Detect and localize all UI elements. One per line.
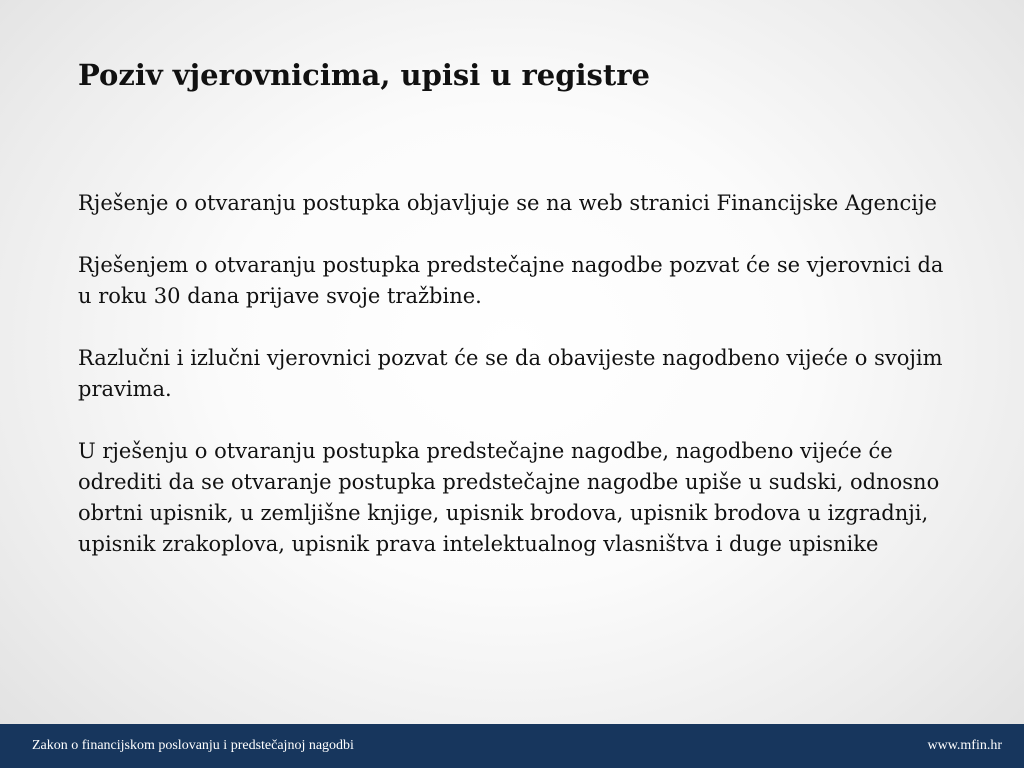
slide-title: Poziv vjerovnicima, upisi u registre: [78, 58, 650, 92]
paragraph-creditor-invitation: Rješenjem o otvaranju postupka predstečajne nagodbe pozvat će se vjerovnici da u roku 30 dana prijave svoje tražbine.: [78, 253, 944, 308]
paragraph-registry-entries: U rješenju o otvaranju postupka predstečajne nagodbe, nagodbeno vijeće će odrediti da se otvaranje postupka predstečajne nagodbe upiše u sudski, odnosno obrtni upisnik, u zemljišne knjige, upisnik brodova, upisnik brodova u izgradnji, upisnik zrakoplova, upisnik prava intelektualnog vlasništva i duge upisnike: [78, 439, 940, 556]
paragraph-publication: Rješenje o otvaranju postupka objavljuje se na web stranici Financijske Agencije: [78, 191, 937, 215]
footer-bar: [0, 724, 1024, 768]
footer-law-title: Zakon o financijskom poslovanju i predstečajnoj nagodbi: [32, 738, 354, 753]
slide-body: [78, 188, 958, 591]
footer-website-link[interactable]: www.mfin.hr: [927, 738, 1002, 753]
paragraph-secured-creditors: Razlučni i izlučni vjerovnici pozvat će se da obavijeste nagodbeno vijeće o svojim pravima.: [78, 346, 943, 401]
